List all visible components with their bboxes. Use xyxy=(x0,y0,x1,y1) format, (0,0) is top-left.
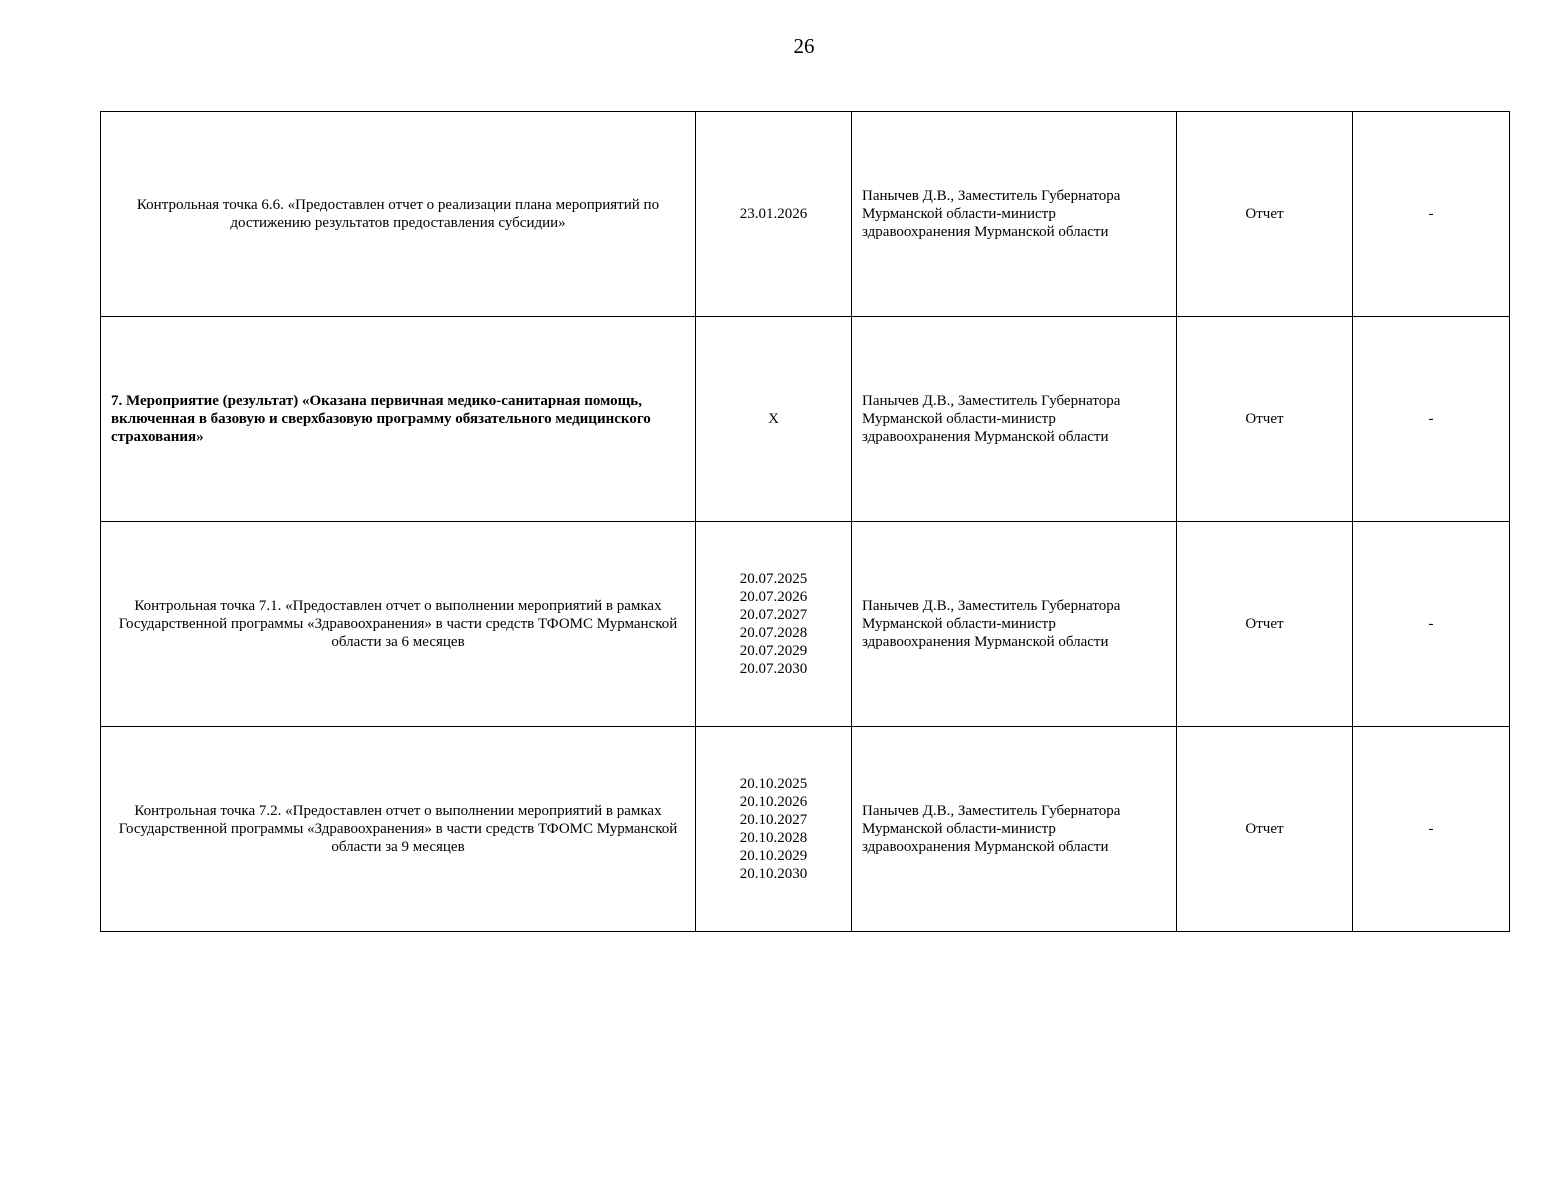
date-value: 20.07.2027 xyxy=(739,607,808,623)
row-description: Контрольная точка 7.2. «Предоставлен отчет о выполнении мероприятий в рамках Государственной программы «Здравоохранения» в части средств ТФОМС Мурманской области за 9 месяцев xyxy=(101,727,696,932)
row-document: Отчет xyxy=(1177,522,1353,727)
table-row xyxy=(101,317,1510,522)
table-row xyxy=(101,522,1510,727)
row-responsible: Панычев Д.В., Заместитель Губернатора Мурманской области-министр здравоохранения Мурманской области xyxy=(852,727,1177,932)
row-description: Контрольная точка 6.6. «Предоставлен отчет о реализации плана мероприятий по достижению результатов предоставления субсидии» xyxy=(101,112,696,317)
row-dates xyxy=(696,727,852,932)
row-responsible: Панычев Д.В., Заместитель Губернатора Мурманской области-министр здравоохранения Мурманской области xyxy=(852,522,1177,727)
date-value: 20.10.2028 xyxy=(739,830,808,846)
row-note: - xyxy=(1353,317,1510,522)
row-responsible: Панычев Д.В., Заместитель Губернатора Мурманской области-министр здравоохранения Мурманской области xyxy=(852,112,1177,317)
date-value: 20.10.2026 xyxy=(739,794,808,810)
table-row xyxy=(101,112,1510,317)
row-document: Отчет xyxy=(1177,317,1353,522)
date-value: 23.01.2026 xyxy=(739,206,808,222)
row-responsible: Панычев Д.В., Заместитель Губернатора Мурманской области-министр здравоохранения Мурманской области xyxy=(852,317,1177,522)
row-description: Контрольная точка 7.1. «Предоставлен отчет о выполнении мероприятий в рамках Государственной программы «Здравоохранения» в части средств ТФОМС Мурманской области за 6 месяцев xyxy=(101,522,696,727)
row-dates xyxy=(696,112,852,317)
row-document: Отчет xyxy=(1177,112,1353,317)
row-dates xyxy=(696,317,852,522)
page-number: 26 xyxy=(793,34,815,58)
date-value: 20.07.2028 xyxy=(739,625,808,641)
date-value: 20.10.2029 xyxy=(739,848,808,864)
date-value: 20.07.2029 xyxy=(739,643,808,659)
row-note: - xyxy=(1353,727,1510,932)
row-description: 7. Мероприятие (результат) «Оказана первичная медико-санитарная помощь, включенная в базовую и сверхбазовую программу обязательного медицинского страхования» xyxy=(101,317,696,522)
date-value: Х xyxy=(768,411,779,427)
row-note: - xyxy=(1353,112,1510,317)
row-dates xyxy=(696,522,852,727)
table-row xyxy=(101,727,1510,932)
row-note: - xyxy=(1353,522,1510,727)
control-points-table xyxy=(100,111,1510,932)
date-value: 20.10.2025 xyxy=(739,776,808,792)
row-document: Отчет xyxy=(1177,727,1353,932)
date-value: 20.10.2027 xyxy=(739,812,808,828)
date-value: 20.07.2025 xyxy=(739,571,808,587)
date-value: 20.07.2026 xyxy=(739,589,808,605)
date-value: 20.10.2030 xyxy=(739,866,808,882)
date-value: 20.07.2030 xyxy=(739,661,808,677)
